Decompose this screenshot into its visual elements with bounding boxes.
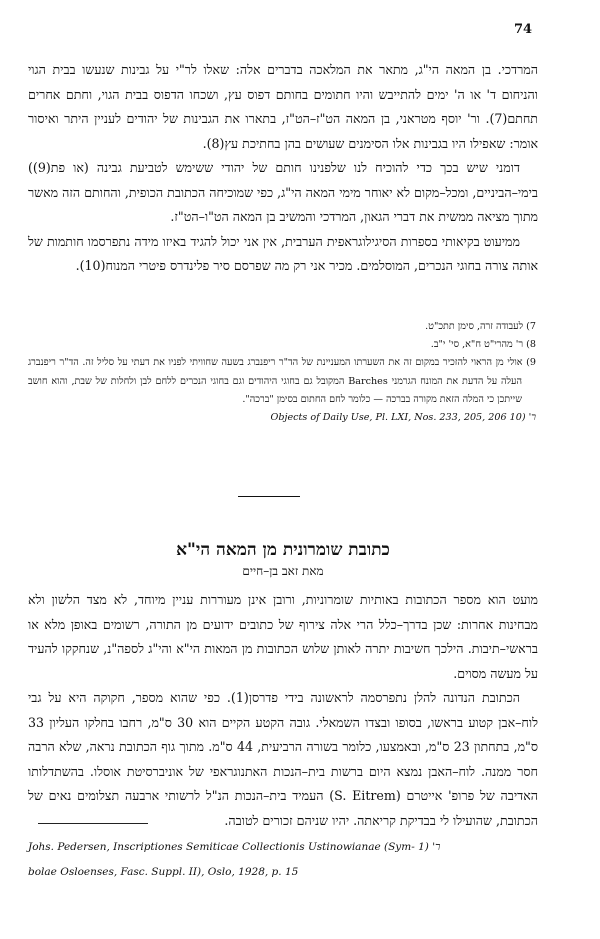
page-number: 74 [514, 22, 533, 37]
section-divider [238, 496, 300, 497]
footnote-7: 7) לעבודה זרה, סימן תתכ"ט. [425, 321, 536, 332]
paragraph: הכתובת הנדונה להלן נתפרסמה לראשונה בידי פדרסן(1). כפי שהוא מספר, חקוקה היא על גבי לוח–אבן קטוע בראשו, בסופו ובצדו השמאלי. גובה הקטע הקיים הוא 30 ס"מ, רחבו בחלקו העליון 33 ס"מ, בתחתון 23 ס"מ, ובאמצעו, כלומר בשורה הרביעית, 44 ס"מ. מתוך גוף הכתובת נראה, שלא הרבה חסר ממנה. לוח–האבן נמצא היום ברשות בית–הנכות האתנוגראפי של אוניברסיטת אוסלו. בהשתדלותו האדיבה של פרופ' אייטרם (S. Eitrem) העמיד בית–הנכות הנ"ל לרשותי ארבעה תצלומים נאים של הכתובת, שהועילו לי בבדיקת קריאתה. יהיו שניהם זכורים לטובה. [28, 690, 539, 828]
footnote-9: 9) אולי מן הראוי להזכיר במקום זה את השערתו המעניינת של הד"ר ריפנברג בשעה שחוויתי לפניו את דעתי על סליל זה. הד"ר ריפנברג העלה על הדעת את המונח הגרמני Barches המקובל גם בחוגי היהודים וגם בחוגי הנכרים ללחם לבן ולחלות של שבת, והוא חושב שייתכן כי המלה הזאת מקורה בברכה — כלומר לחם החתום בסימן "ברכה". [28, 357, 536, 405]
bottom-footnote-line-2: bolae Osloenses, Fasc. Suppl. II), Oslo, 1928, p. 15 [28, 866, 299, 878]
footnotes [28, 318, 538, 427]
footnote-8: 8) ר' מהרי"ט ח"א, סי' י"ב. [430, 339, 536, 351]
bottom-footnote [28, 835, 538, 885]
paragraph: ממיעוט בקיאותי בספרות הסיגילוגראפית הערבית, אין אני יכול להגיד באיזו מידה נתפרסמו חותמות של אותה צורה בחוגי הנכרים, המוסלמים. מכיר אני רק מה שפרסם סיר פלינדרס פיטרי המנוח(10). [28, 233, 538, 273]
article-author: מאת זאב בן–חיים [242, 564, 324, 578]
footnote-separator [38, 823, 148, 824]
footnote-10: Objects of Daily Use, Pl. LXI, Nos. 233, 205, 206 ר' (10 [270, 412, 536, 424]
section-2-body [28, 588, 538, 833]
paragraph: המרדכי. בן המאה הי"ג, מתאר את המלאכה בדברים אלה: שאלו לר"י על גבינות שנעשו בבית הגוי והניחום ד' או ה' ימים להתייבש והיו חתומים בחותם דפוס עץ, ושכחו הדפוס בבית הגוי, וחתם אחרים תחתם(7). ור' יוסף מטראני, בן המאה הט"ז–הט"ז, בתארו את הגבינות של יהודים לעניין היתר ואיסור אומר: שאפילו היו בגבינות אלו הסימנים שעושים בהן בחתיכת עץ(8). [28, 62, 538, 151]
paragraph: מועט הוא מספר הכתובות באותיות שומרוניות, ורובן אינן מעוררות עניין מיוחד, לא מצד הלשון ולא מבחינות אחרות: שכן בדרך–כלל הרי אלה צירוף של כתובים ידועים מן התורה, רשומים באופן מלא או בראשי–תיבות. הילכך חשיבות יתרה לאותן שלוש הכתובות מן המאות הי"א והי"ג לספה"נ, שנחקקו להעיד על מעשה מסוים. [28, 592, 538, 681]
paragraph: דומני שיש בכך כדי להוכיח לנו שלפנינו חותם של יהודי ששימש לטביעת גבינה (או פת(9)) בימי–הביניים, ומכל–מקום לא יאוחר מימי המאה הי"ג, כפי שמוכיחה הכתובת הכופית, והחותם הזה מאשר מתוך מציאה ממשית את דברי הגאון, המרדכי והמשיב בן המאה הט"ו–הט"ז. [28, 160, 538, 224]
article-title: כתובת שומרונית מן המאה הי"א [176, 540, 390, 560]
bottom-footnote-line-1: Johs. Pedersen, Inscriptiones Semiticae Collectionis Ustinowianae (Sym- ר' (1 [28, 841, 441, 853]
section-1-body [28, 58, 538, 279]
